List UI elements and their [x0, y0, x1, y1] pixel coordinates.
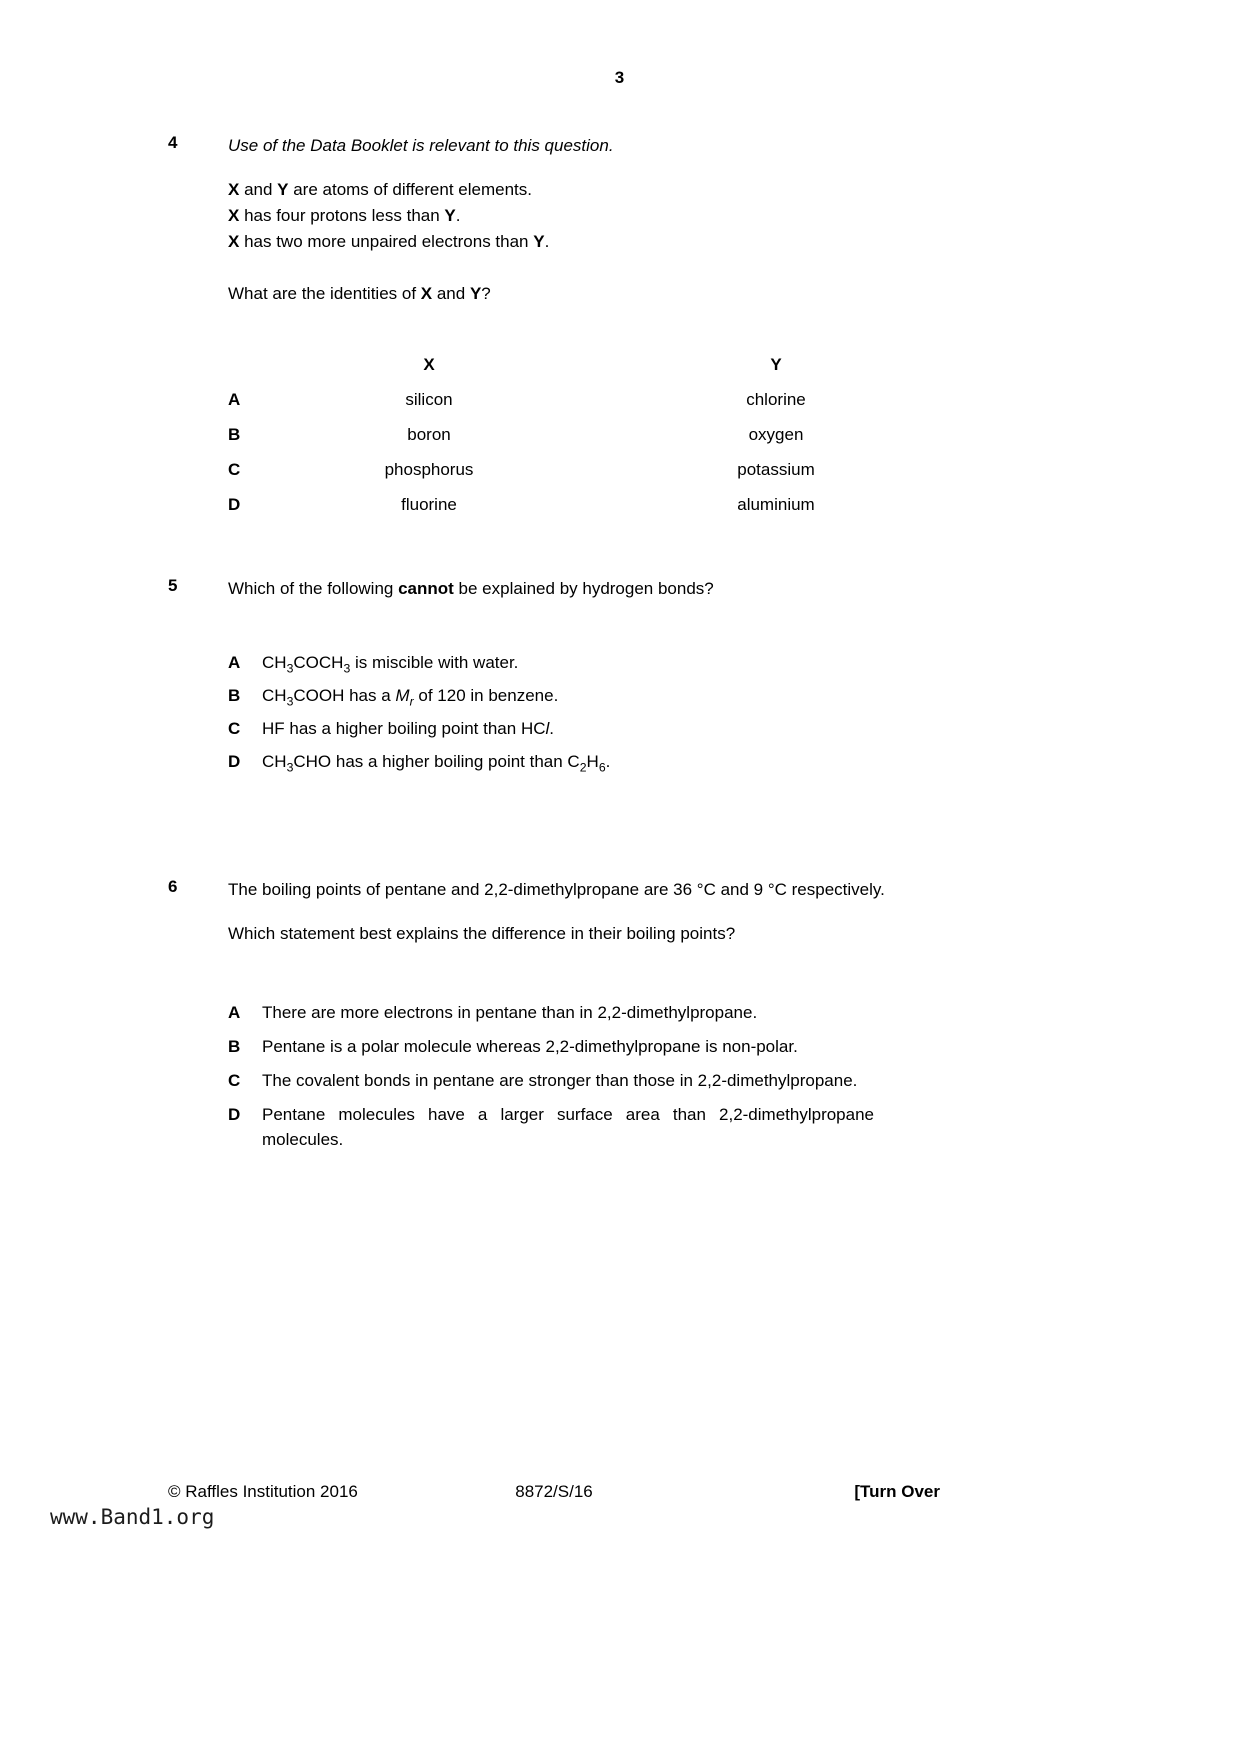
question-body [228, 576, 943, 784]
table-header-row [228, 347, 943, 382]
table-header-x: X [423, 355, 435, 374]
option-text: Pentane molecules have a larger surface area than 2,2-dimethylpropane molecules. [262, 1105, 874, 1149]
option-row [228, 1102, 943, 1152]
table-header-spacer [228, 347, 284, 382]
question-6 [168, 877, 943, 1161]
table-row [228, 452, 943, 487]
footer-turn-over: [Turn Over [854, 1482, 940, 1501]
row-label: B [228, 425, 241, 444]
option-label: C [228, 1071, 241, 1090]
option-text: $CH_3CHO$ has a higher boiling point than $C_2H_6$. [262, 752, 611, 775]
question-number: 4 [168, 133, 178, 152]
page-footer [168, 1482, 940, 1502]
cell-y: potassium [737, 460, 815, 479]
option-label: D [228, 1105, 241, 1124]
page-number: 3 [614, 68, 625, 87]
cell-x: boron [407, 425, 451, 444]
cell-x: phosphorus [384, 460, 474, 479]
option-label: B [228, 686, 241, 705]
option-row [228, 751, 943, 773]
question-stem: The boiling points of pentane and 2,2-dimethylpropane are 36 °C and 9 °C respectively. [228, 880, 885, 899]
option-row [228, 1068, 943, 1093]
option-label: C [228, 719, 241, 738]
options-list [228, 1000, 943, 1152]
statement-line: X has four protons less than Y. [228, 206, 461, 225]
table-row [228, 487, 943, 522]
option-text: $CH_3COOH$ has a $M_r$ of 120 in benzene. [262, 686, 559, 709]
option-label: A [228, 1003, 241, 1022]
row-label: C [228, 460, 241, 479]
options-list [228, 652, 943, 773]
cell-x: silicon [405, 390, 453, 409]
question-body [228, 877, 943, 1161]
option-row [228, 1034, 943, 1059]
question-5 [168, 576, 943, 784]
question-4 [168, 133, 943, 522]
option-row [228, 685, 943, 707]
cell-y: aluminium [737, 495, 815, 514]
question-stem: Which of the following cannot be explained by hydrogen bonds? [228, 579, 714, 598]
statement-line: X has two more unpaired electrons than Y. [228, 232, 550, 251]
question-prompt: What are the identities of X and Y? [228, 284, 491, 303]
option-row [228, 652, 943, 674]
option-text: There are more electrons in pentane than in 2,2-dimethylpropane. [262, 1003, 758, 1022]
question-number: 6 [168, 877, 178, 896]
cell-x: fluorine [401, 495, 457, 514]
identity-table [228, 347, 943, 522]
footer-paper-code: 8872/S/16 [515, 1482, 593, 1501]
watermark: www.Band1.org [50, 1505, 215, 1529]
footer-copyright: © Raffles Institution 2016 [168, 1482, 358, 1501]
option-label: B [228, 1037, 241, 1056]
cell-y: chlorine [746, 390, 806, 409]
table-row [228, 382, 943, 417]
question-prompt: Which statement best explains the difference in their boiling points? [228, 924, 736, 943]
question-body [228, 133, 943, 522]
table-row [228, 417, 943, 452]
statement-line: X and Y are atoms of different elements. [228, 180, 532, 199]
option-row [228, 718, 943, 740]
option-text: Pentane is a polar molecule whereas 2,2-dimethylpropane is non-polar. [262, 1037, 798, 1056]
option-label: D [228, 752, 241, 771]
cell-y: oxygen [748, 425, 804, 444]
question-number: 5 [168, 576, 178, 595]
option-text: HF has a higher boiling point than HCl. [262, 719, 555, 738]
row-label: A [228, 390, 241, 409]
option-row [228, 1000, 943, 1025]
option-text: $CH_3COCH_3$ is miscible with water. [262, 653, 519, 676]
option-text: The covalent bonds in pentane are stronger than those in 2,2-dimethylpropane. [262, 1071, 858, 1090]
option-label: A [228, 653, 241, 672]
row-label: D [228, 495, 241, 514]
question-intro: Use of the Data Booklet is relevant to this question. [228, 136, 614, 155]
table-header-y: Y [770, 355, 782, 374]
table-header-gap [574, 347, 634, 382]
